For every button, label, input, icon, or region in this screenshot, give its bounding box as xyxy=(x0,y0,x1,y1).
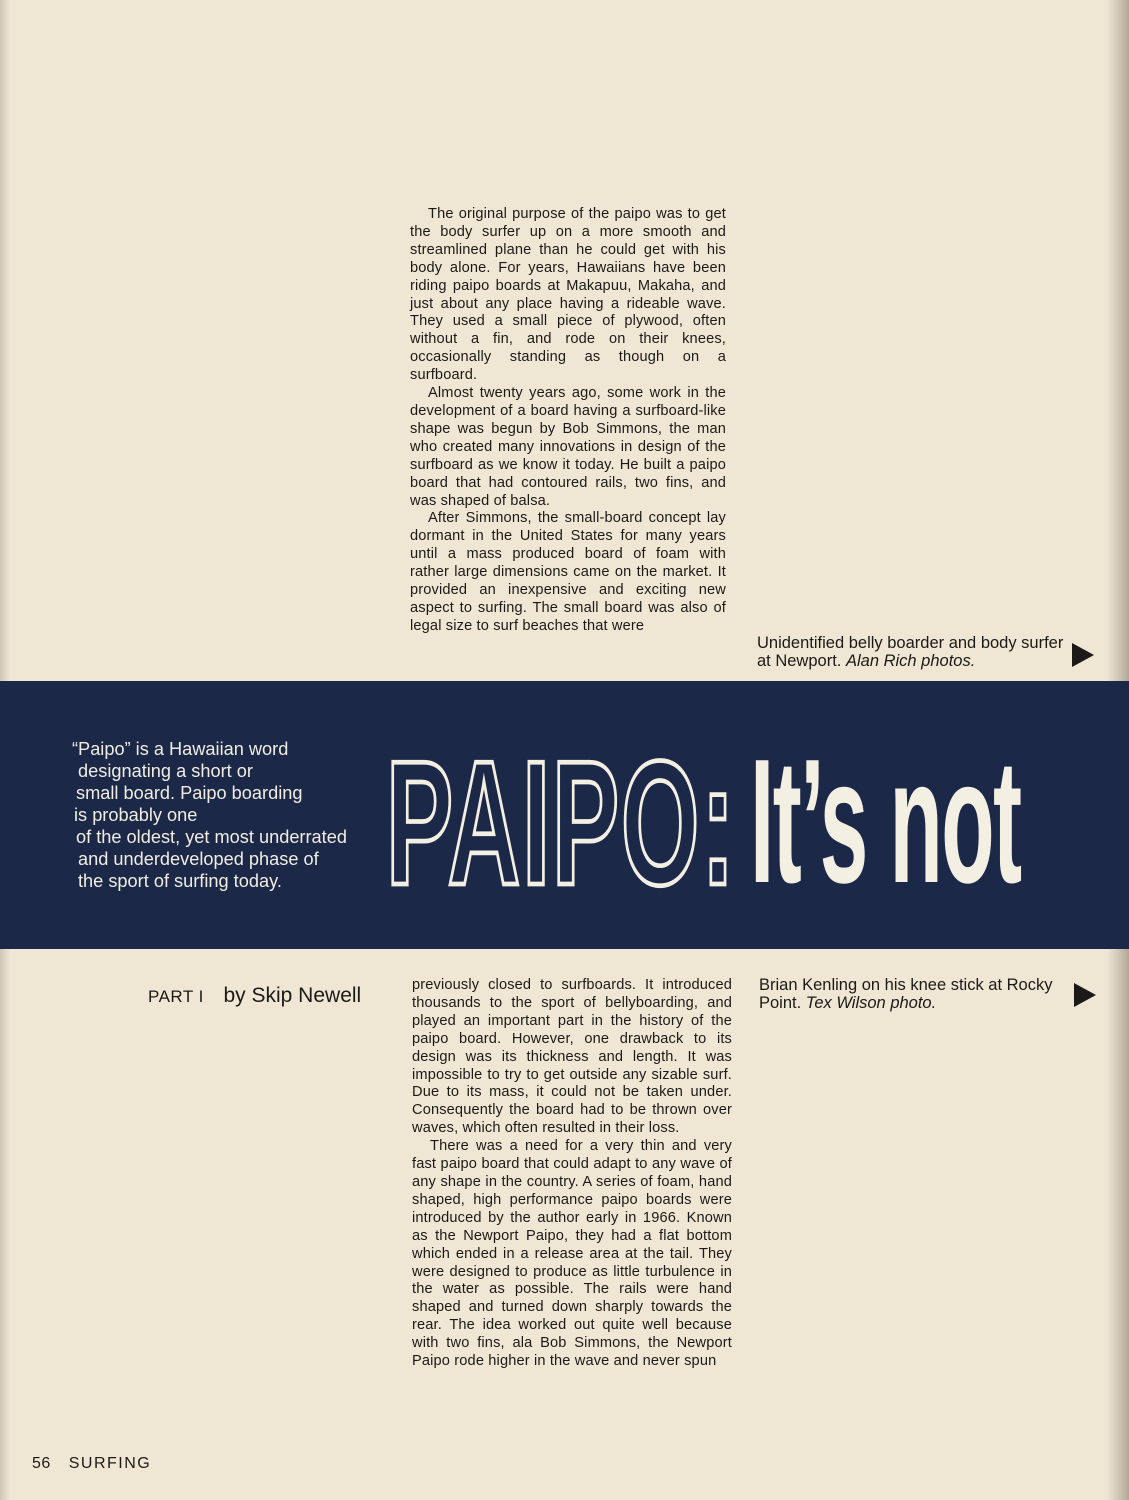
intro-line: small board. Paipo boarding xyxy=(76,783,303,803)
intro-line: the sport of surfing today. xyxy=(78,871,282,891)
paragraph: The original purpose of the paipo was to get the body surfer up on a more smooth and streamlined plane than he could get with his body alone. For years, Hawaiians have been riding paipo boards at Makapuu, Makaha, and just about any place having a rideable wave. They used a small piece of plywood, often without a fin, and rode on their knees, occasionally standing as though on a surfboard. xyxy=(410,206,726,384)
intro-line: of the oldest, yet most underrated xyxy=(76,827,347,847)
intro-line: is probably one xyxy=(74,805,198,825)
caption-text: Brian Kenling on his knee stick at Rocky Point. xyxy=(759,976,1053,1012)
paragraph: After Simmons, the small-board concept lay dormant in the United States for many years until a mass produced board of foam with rather large dimensions came on the market. It provided an inexpensive and exciting new aspect to surfing. The small board was also of legal size to surf beaches that were xyxy=(410,510,726,634)
photo-caption-newport xyxy=(757,634,1077,670)
magazine-name: SURFING xyxy=(68,1455,152,1472)
part-label: PART I xyxy=(148,987,204,1006)
article-title xyxy=(380,720,1100,910)
right-arrow-icon xyxy=(1072,643,1094,667)
intro-blurb xyxy=(72,738,402,892)
paragraph: Almost twenty years ago, some work in the development of a board having a surfboard-like shape was begun by Bob Simmons, the man who created many innovations in design of the surfboard as we know it today. He built a paipo board that had contoured rails, two fins, and was shaped of balsa. xyxy=(410,385,726,509)
caption-credit: Alan Rich photos. xyxy=(845,652,976,670)
right-arrow-icon xyxy=(1074,983,1096,1007)
article-column-bottom xyxy=(412,977,732,1371)
title-solid-text: It’s not xyxy=(750,722,1021,910)
paragraph: previously closed to surfboards. It introduced thousands to the sport of bellyboarding, and played an important part in the history of the paipo board. However, one drawback to its design was its thickness and length. It was impossible to try to get outside any sizable surf. Due to its mass, it could not be taken under. Consequently the board had to be thrown over waves, which often resulted in their loss. xyxy=(412,977,732,1137)
paragraph: There was a need for a very thin and very fast paipo board that could adapt to any wave of any shape in the country. A series of foam, hand shaped, high performance paipo boards were introduced by the author early in 1966. Known as the Newport Paipo, they had a flat bottom which ended in a release area at the tail. They were designed to produce as little turbulence in the water as possible. The rails were hand shaped and turned down sharply towards the rear. The idea worked out quite well because with two fins, ala Bob Simmons, the Newport Paipo rode higher in the wave and never spun xyxy=(412,1138,732,1370)
intro-line: and underdeveloped phase of xyxy=(78,849,319,869)
byline xyxy=(148,984,361,1008)
title-outline-text: PAIPO: xyxy=(386,724,737,910)
article-column-top xyxy=(410,206,726,636)
caption-credit: Tex Wilson photo. xyxy=(805,994,937,1012)
page-number: 56 xyxy=(32,1455,51,1472)
intro-line: designating a short or xyxy=(78,761,253,781)
author-name: by Skip Newell xyxy=(223,984,362,1007)
page-footer xyxy=(32,1455,151,1473)
intro-line: “Paipo” is a Hawaiian word xyxy=(72,739,289,759)
photo-caption-rocky-point xyxy=(759,976,1059,1012)
caption-text: Unidentified belly boarder and body surfer at Newport. xyxy=(757,634,1064,670)
